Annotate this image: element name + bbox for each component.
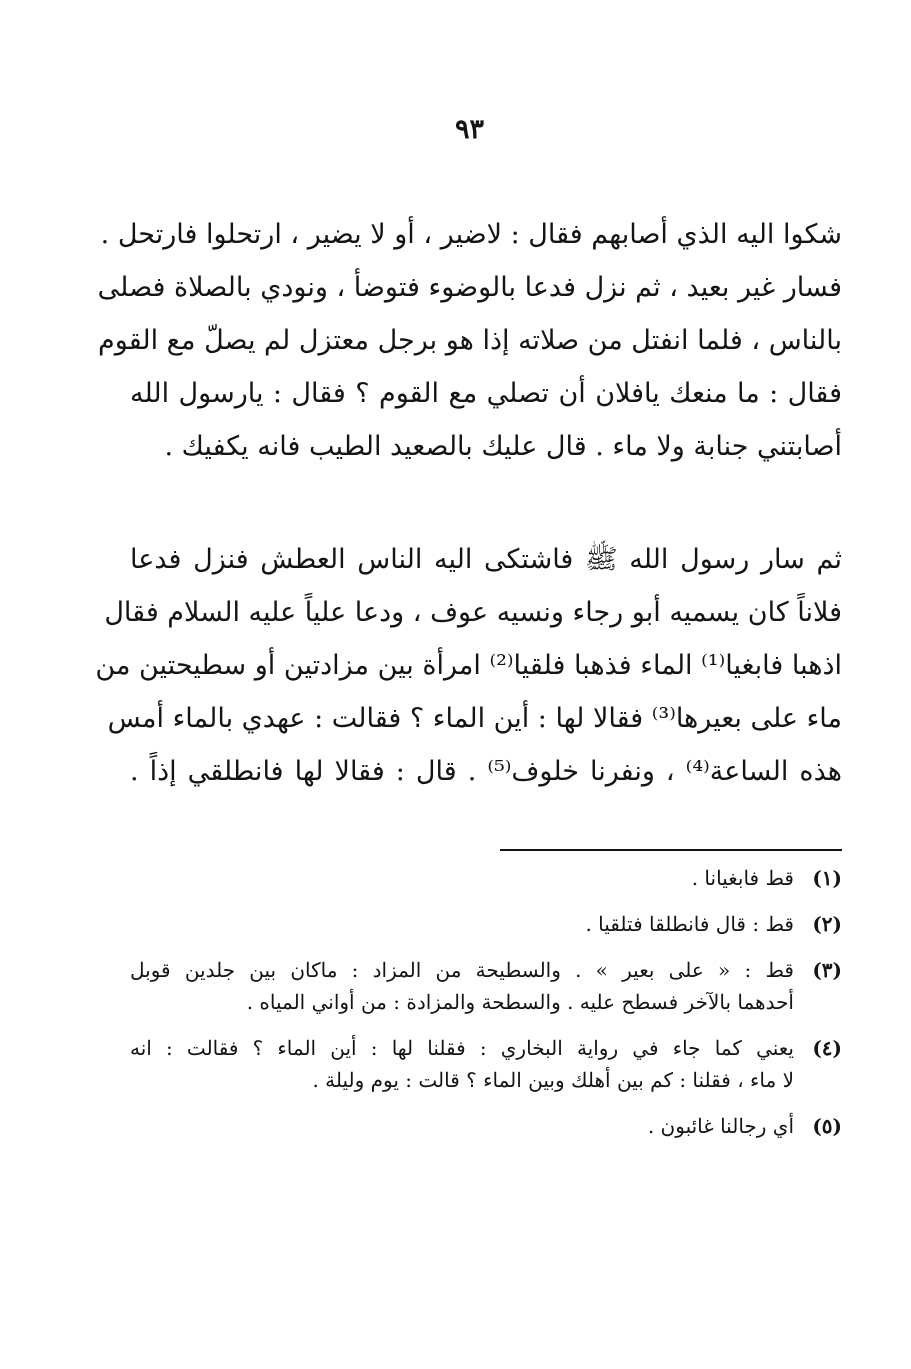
footnote-number: (٥) <box>812 1114 842 1138</box>
footnote-text: قط : قال فانطلقا فتلقيا . <box>585 912 794 936</box>
footnote-number: (٤) <box>812 1036 842 1060</box>
footnote-number: (٣) <box>812 958 842 982</box>
footnote-text: قط فابغيانا . <box>691 866 794 890</box>
page-number: ٩٣ <box>454 114 484 145</box>
text-line: هذه الساعة⁽⁴⁾ ، ونفرنا خلوف⁽⁵⁾ . قال : فقالا لها فانطلقي إذاً . <box>130 756 842 787</box>
footnote-text: أحدهما بالآخر فسطح عليه . والسطحة والمزادة : من أواني المياه . <box>246 990 794 1014</box>
footnote-number: (١) <box>812 866 842 890</box>
text-line: ثم سار رسول الله ﷺ فاشتكى اليه الناس العطش فنزل فدعا <box>130 544 842 575</box>
text-line: شكوا اليه الذي أصابهم فقال : لاضير ، أو لا يضير ، ارتحلوا فارتحل . <box>100 219 842 250</box>
footnote-3 <box>130 954 842 1018</box>
footnote-4 <box>130 1032 842 1096</box>
text-line: فسار غير بعيد ، ثم نزل فدعا بالوضوء فتوضأ ، ونودي بالصلاة فصلى <box>97 272 842 303</box>
footnote-text: لا ماء ، فقلنا : كم بين أهلك وبين الماء ؟ قالت : يوم وليلة . <box>312 1068 794 1092</box>
text-line: فقال : ما منعك يافلان أن تصلي مع القوم ؟ فقال : يارسول الله <box>130 378 842 409</box>
footnotes <box>130 862 842 1156</box>
footnote-text: أي رجالنا غائبون . <box>647 1114 794 1138</box>
text-line: فلاناً كان يسميه أبو رجاء ونسيه عوف ، ودعا علياً عليه السلام فقال <box>104 597 842 628</box>
footnote-text: يعني كما جاء في رواية البخاري : فقلنا لها : أين الماء ؟ فقالت : انه <box>130 1036 794 1060</box>
footnote-1 <box>130 862 842 894</box>
text-line: أصابتني جنابة ولا ماء . قال عليك بالصعيد الطيب فانه يكفيك . <box>164 431 842 462</box>
footnote-5 <box>130 1110 842 1142</box>
footnote-2 <box>130 908 842 940</box>
paragraph-1 <box>97 208 842 473</box>
footnote-text: قط : « على بعير » . والسطيحة من المزاد : ماكان بين جلدين قوبل <box>130 958 794 982</box>
text-line: اذهبا فابغيا⁽¹⁾ الماء فذهبا فلقيا⁽²⁾ امرأة بين مزادتين أو سطيحتين من <box>95 650 842 681</box>
text-line: ماء على بعيرها⁽³⁾ فقالا لها : أين الماء ؟ فقالت : عهدي بالماء أمس <box>107 703 842 734</box>
text-line: بالناس ، فلما انفتل من صلاته إذا هو برجل معتزل لم يصلّ مع القوم <box>98 325 842 356</box>
footnote-separator <box>500 849 842 851</box>
footnote-number: (٢) <box>812 912 842 936</box>
paragraph-2 <box>95 533 842 798</box>
